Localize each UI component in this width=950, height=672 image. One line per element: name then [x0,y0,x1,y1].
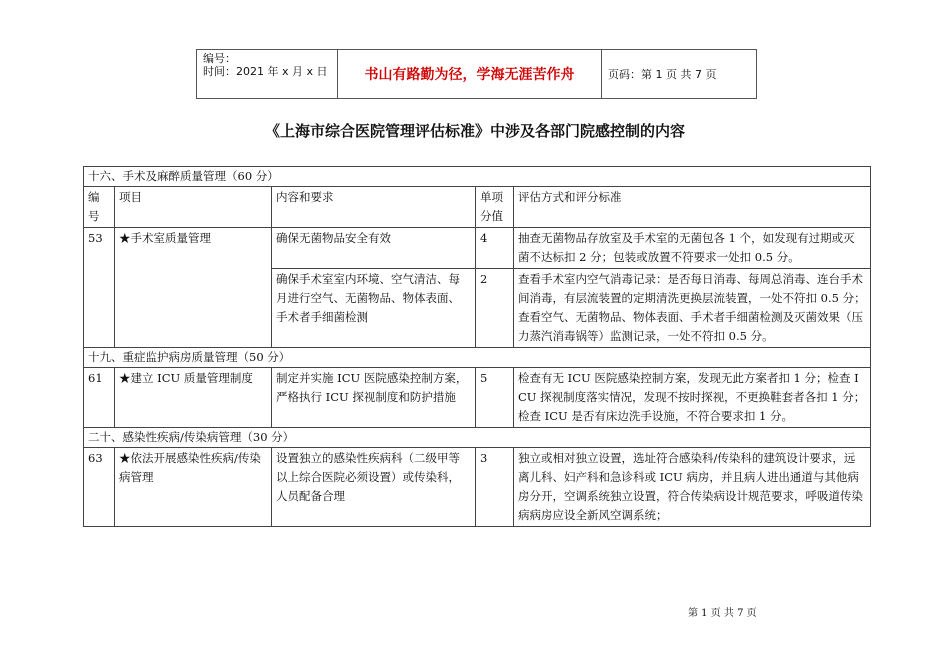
cell-number: 53 [84,228,115,348]
table-header-row [84,187,871,228]
header-meta [197,50,338,98]
section-row [84,167,871,187]
section-row [84,348,871,368]
header-motto: 书山有路勤为径，学海无涯苦作舟 [338,50,602,98]
column-header-content: 内容和要求 [272,187,476,228]
time-label: 时间：2021 年 x 月 x 日 [203,65,328,78]
cell-criteria: 抽查无菌物品存放室及手术室的无菌包各 1 个，如发现有过期或灭菌不达标扣 2 分；包装或放置不符要求一处扣 0.5 分。 [514,228,871,269]
cell-score: 5 [476,368,514,428]
cell-item: ★依法开展感染性疾病/传染病管理 [115,448,272,527]
section-title: 十九、重症监护病房质量管理（50 分） [84,348,871,368]
cell-item: ★建立 ICU 质量管理制度 [115,368,272,428]
cell-item: ★手术室质量管理 [115,228,272,348]
section-row [84,428,871,448]
cell-content: 设置独立的感染性疾病科（二级甲等以上综合医院必须设置）或传染科，人员配备合理 [272,448,476,527]
cell-score: 2 [476,269,514,348]
section-title: 十六、手术及麻醉质量管理（60 分） [84,167,871,187]
cell-criteria: 查看手术室内空气消毒记录：是否每日消毒、每周总消毒、连台手术间消毒，有层流装置的定期清洗更换层流装置，一处不符扣 0.5 分；查看空气、无菌物品、物体表面、手术者手细菌检测及灭菌效果（压力蒸汽消毒锅等）监测记录，一处不符扣 0.5 分。 [514,269,871,348]
column-header-criteria: 评估方式和评分标准 [514,187,871,228]
column-header-number: 编号 [84,187,115,228]
table-row [84,368,871,428]
table-row [84,448,871,527]
cell-number: 63 [84,448,115,527]
cell-score: 4 [476,228,514,269]
cell-criteria: 独立或相对独立设置，选址符合感染科/传染科的建筑设计要求，远离儿科、妇产科和急诊科或 ICU 病房，并且病人进出通道与其他病房分开，空调系统独立设置，符合传染病设计规范要求，呼吸道传染病病房应设全新风空调系统； [514,448,871,527]
cell-content: 确保手术室室内环境、空气清洁、每月进行空气、无菌物品、物体表面、手术者手细菌检测 [272,269,476,348]
table-row [84,228,871,269]
cell-score: 3 [476,448,514,527]
cell-content: 制定并实施 ICU 医院感染控制方案，严格执行 ICU 探视制度和防护措施 [272,368,476,428]
cell-criteria: 检查有无 ICU 医院感染控制方案，发现无此方案者扣 1 分；检查 ICU 探视制度落实情况，发现不按时探视，不更换鞋套者各扣 1 分；检查 ICU 是否有床边洗手设施，不符合要求扣 1 分。 [514,368,871,428]
cell-number: 61 [84,368,115,428]
page-footer: 第 1 页 共 7 页 [688,608,757,619]
number-label: 编号： [203,52,236,65]
column-header-item: 项目 [115,187,272,228]
page-indicator: 页码：第 1 页 共 7 页 [608,68,717,81]
cell-content: 确保无菌物品安全有效 [272,228,476,269]
column-header-score: 单项分值 [476,187,514,228]
standards-table [83,166,871,527]
document-header [196,49,757,99]
section-title: 二十、感染性疾病/传染病管理（30 分） [84,428,871,448]
document-title: 《上海市综合医院管理评估标准》中涉及各部门院感控制的内容 [264,122,685,140]
